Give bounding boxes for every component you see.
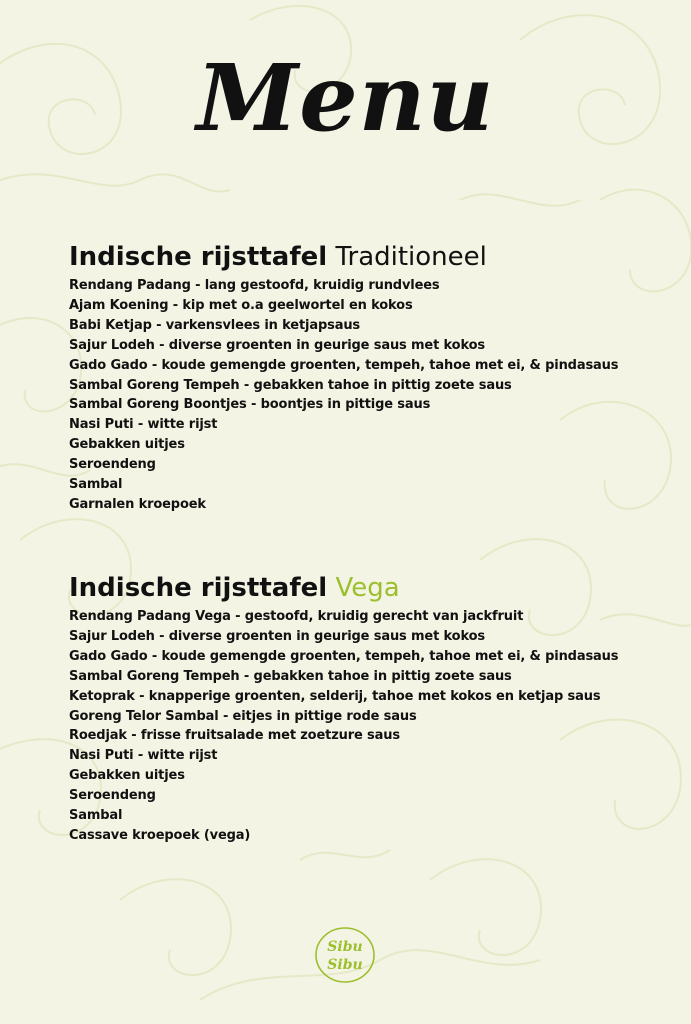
list-item: Sambal Goreng Boontjes - boontjes in pittige saus (69, 397, 431, 413)
list-item: Cassave kroepoek (vega) (69, 827, 251, 843)
logo-text-line2: Sibu (327, 957, 363, 973)
list-item: Nasi Puti - witte rijst (69, 417, 218, 433)
list-item: Garnalen kroepoek (69, 496, 206, 512)
list-item: Rendang Padang - lang gestoofd, kruidig rundvlees (69, 278, 440, 293)
section-heading (69, 238, 669, 276)
section-heading (69, 569, 669, 607)
dish-list (69, 276, 669, 515)
list-item: Sambal Goreng Tempeh - gebakken tahoe in pittig zoete saus (69, 377, 512, 393)
list-item: Gado Gado - koude gemengde groenten, tempeh, tahoe met ei, & pindasaus (69, 648, 619, 664)
list-item: Sambal (69, 808, 123, 824)
section-heading-sub: Traditioneel (335, 242, 487, 272)
section-heading-sub: Vega (335, 573, 400, 603)
list-item: Seroendeng (69, 457, 156, 473)
list-item: Babi Ketjap - varkensvlees in ketjapsaus (69, 317, 361, 333)
sibu-sibu-logo (313, 925, 377, 985)
menu-title: Menu (196, 44, 495, 152)
logo-text-line1: Sibu (327, 939, 363, 955)
list-item: Sambal (69, 477, 123, 493)
list-item: Sajur Lodeh - diverse groenten in geurige saus met kokos (69, 337, 485, 353)
list-item: Gado Gado - koude gemengde groenten, tempeh, tahoe met ei, & pindasaus (69, 357, 619, 373)
list-item: Sambal Goreng Tempeh - gebakken tahoe in pittig zoete saus (69, 668, 512, 684)
list-item: Goreng Telor Sambal - eitjes in pittige rode saus (69, 708, 417, 724)
list-item: Gebakken uitjes (69, 437, 185, 453)
section-vega (69, 569, 669, 846)
list-item: Nasi Puti - witte rijst (69, 748, 218, 764)
list-item: Sajur Lodeh - diverse groenten in geurige saus met kokos (69, 628, 485, 644)
section-heading-main: Indische rijsttafel (69, 242, 328, 272)
list-item: Rendang Padang Vega - gestoofd, kruidig gerecht van jackfruit (69, 609, 524, 624)
dish-list (69, 607, 669, 846)
list-item: Seroendeng (69, 788, 156, 804)
list-item: Ajam Koening - kip met o.a geelwortel en kokos (69, 297, 413, 313)
list-item: Gebakken uitjes (69, 768, 185, 784)
section-traditioneel (69, 238, 669, 515)
list-item: Ketoprak - knapperige groenten, selderij, tahoe met kokos en ketjap saus (69, 688, 601, 704)
section-heading-main: Indische rijsttafel (69, 573, 328, 603)
list-item: Roedjak - frisse fruitsalade met zoetzure saus (69, 728, 400, 744)
